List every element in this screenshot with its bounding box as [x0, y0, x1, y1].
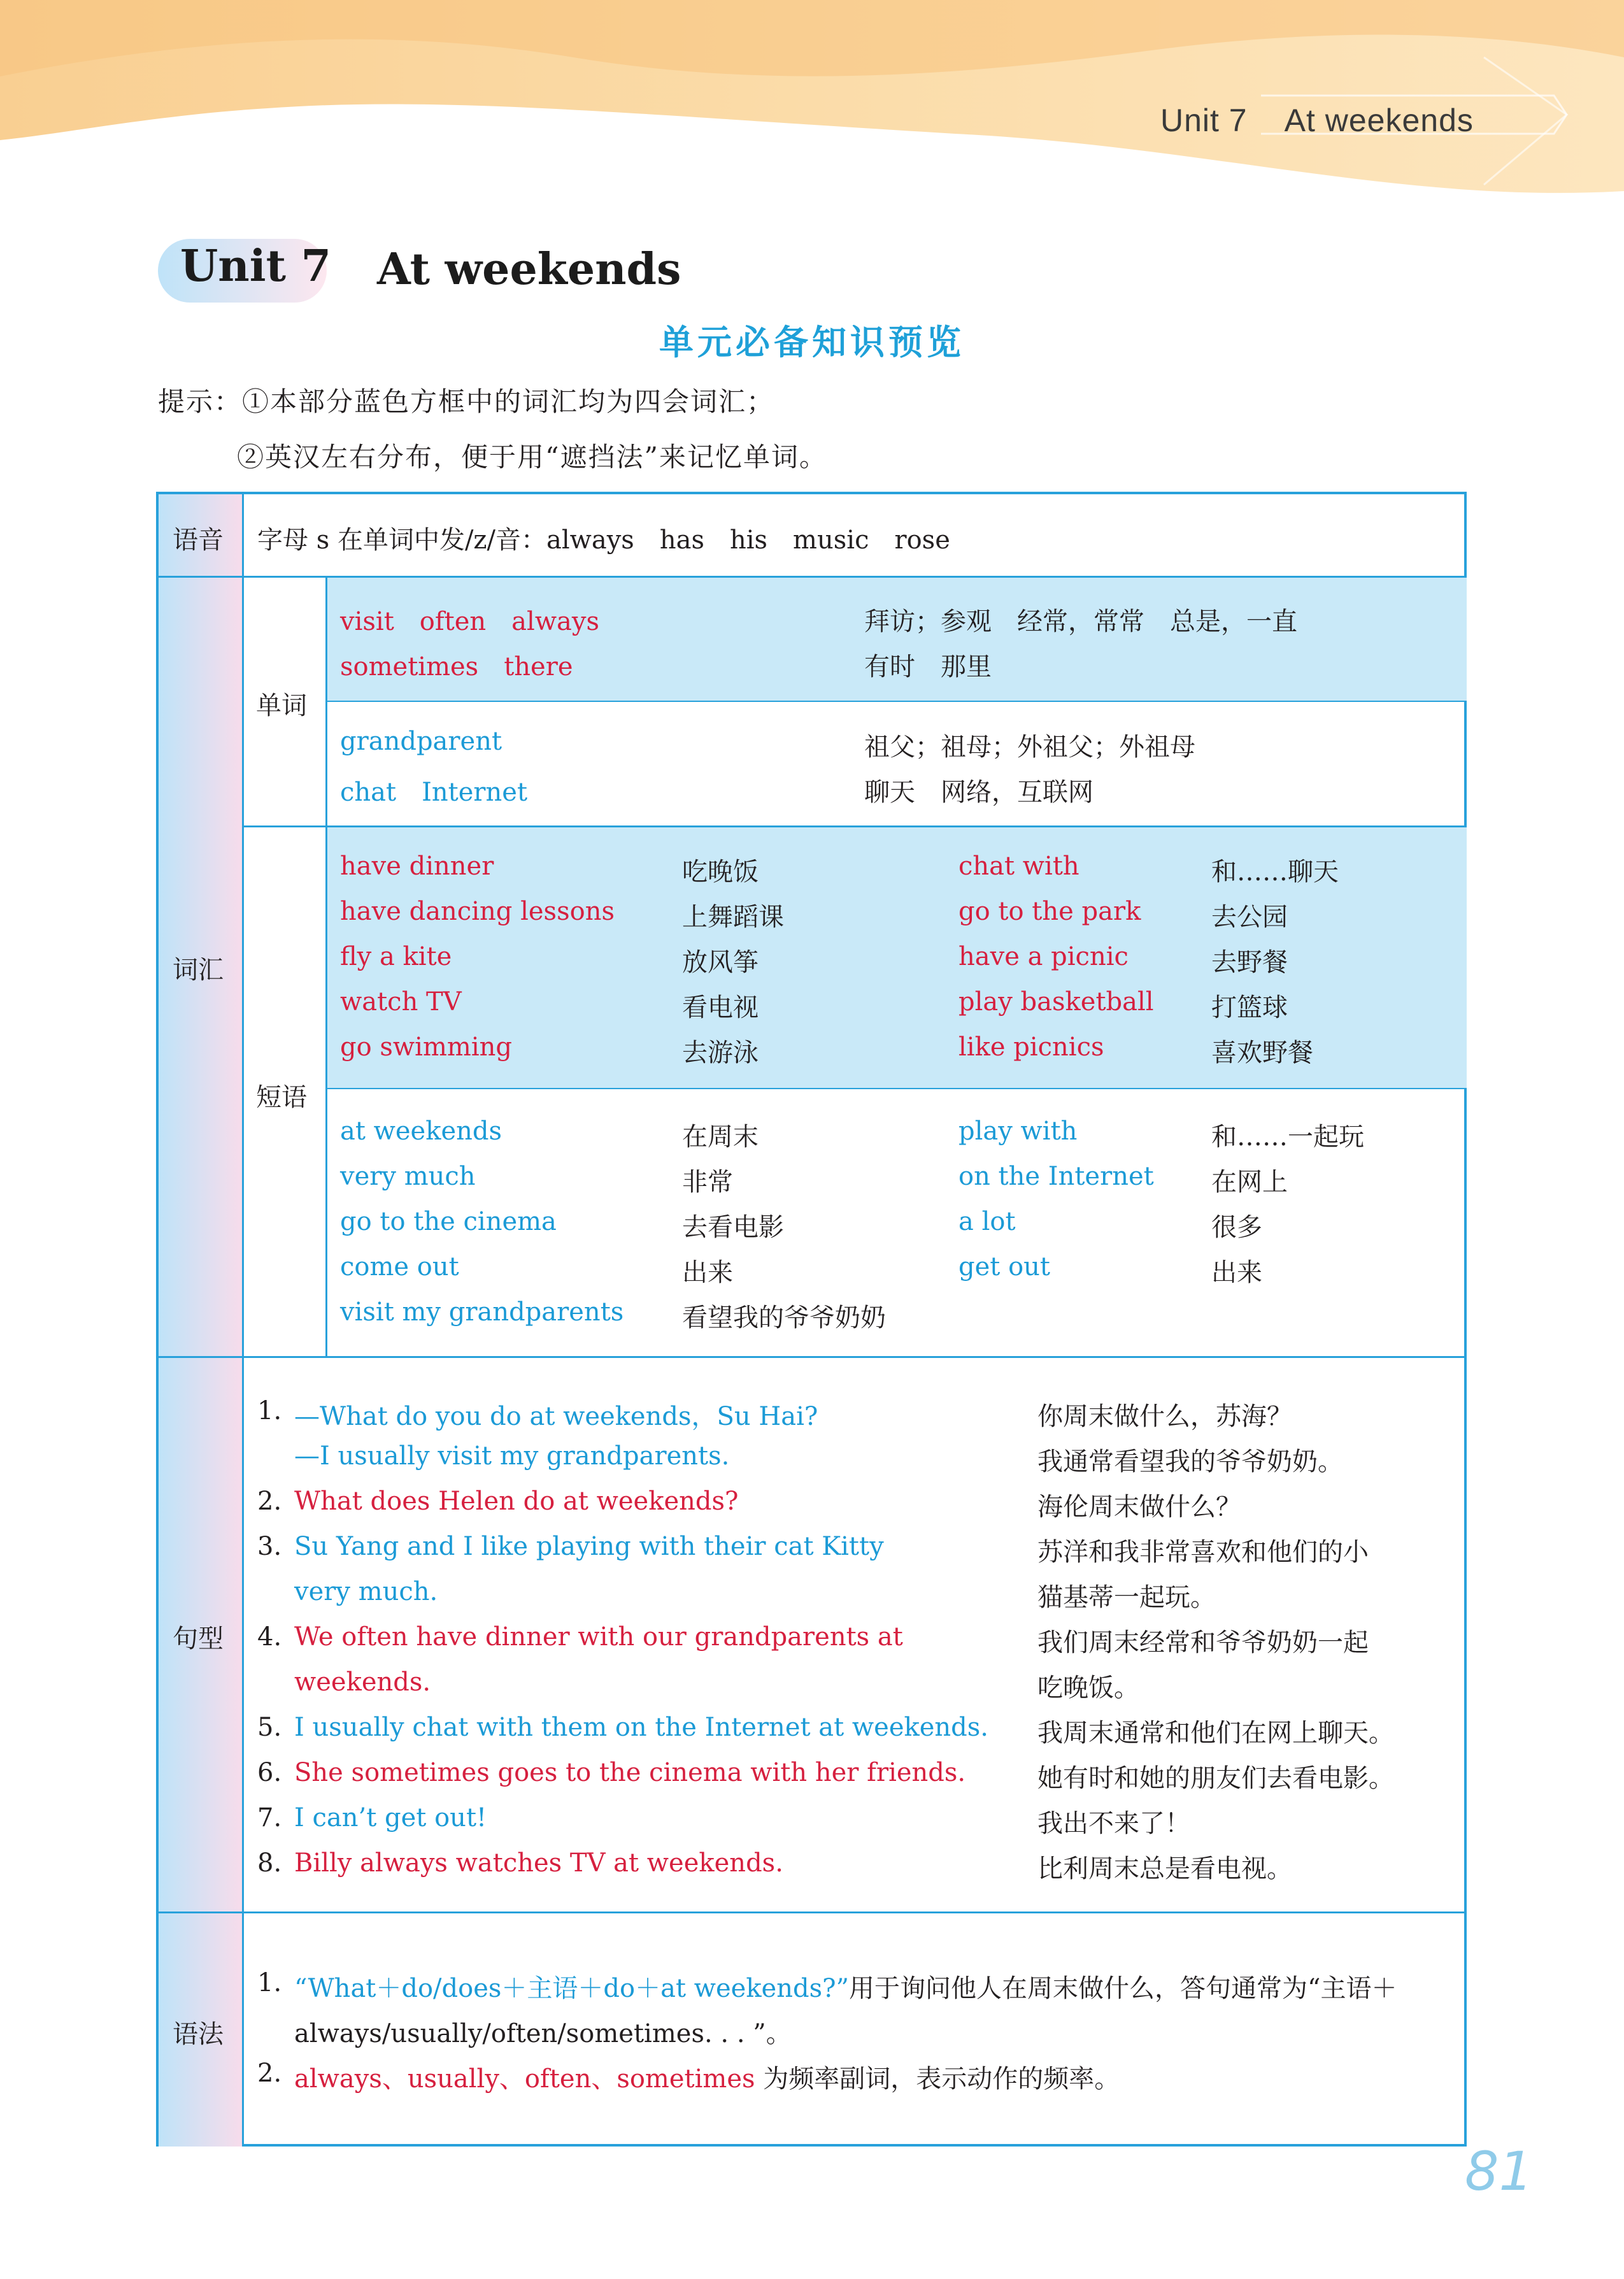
- phonetics-words: always has his music rose: [546, 525, 950, 555]
- word-zh: 拜访；参观 经常，常常 总是，一直: [864, 607, 1297, 636]
- phonetics-desc: 字母 s 在单词中发/z/音：: [257, 525, 546, 555]
- sentence-zh: 我周末通常和他们在网上聊天。: [1037, 1718, 1394, 1748]
- sentence-en: weekends.: [294, 1668, 431, 1697]
- sentence-en: —I usually visit my grandparents.: [294, 1441, 730, 1471]
- sentence-en: I usually chat with them on the Internet at weekends.: [294, 1713, 989, 1742]
- phrase-zh: 吃晚饭: [682, 857, 759, 887]
- word-en: grandparent: [340, 727, 502, 756]
- phrase-zh: 去公园: [1211, 903, 1288, 932]
- phrase-en: have dinner: [340, 852, 494, 881]
- sentence-zh: 我通常看望我的爷爷奶奶。: [1037, 1447, 1343, 1476]
- sentence-zh: 吃晚饭。: [1037, 1673, 1139, 1703]
- phrase-en: come out: [340, 1252, 459, 1282]
- phrase-en: chat with: [958, 852, 1079, 881]
- phrase-zh: 去看电影: [682, 1213, 784, 1242]
- unit-badge-label: Unit 7: [180, 241, 331, 292]
- phrase-en: have a picnic: [958, 942, 1129, 971]
- sentence-num: 5.: [257, 1713, 282, 1742]
- phrase-en: a lot: [958, 1207, 1016, 1236]
- label-phrases: 短语: [256, 1083, 307, 1112]
- phrase-zh: 和……聊天: [1211, 857, 1339, 887]
- sentence-num: 8.: [257, 1848, 282, 1878]
- grammar-line: [294, 2059, 1120, 2095]
- grammar-text: always/usually/often/sometimes. . . ”。: [294, 2019, 792, 2048]
- phrase-en: fly a kite: [340, 942, 452, 971]
- sentence-zh: 苏洋和我非常喜欢和他们的小: [1037, 1538, 1369, 1567]
- phrase-en: like picnics: [958, 1032, 1104, 1062]
- label-phonetics: 语音: [173, 525, 224, 555]
- phrase-en: go to the park: [958, 897, 1141, 926]
- sentence-zh: 猫基蒂一起玩。: [1037, 1583, 1216, 1612]
- phrase-zh: 出来: [1211, 1258, 1262, 1287]
- label-sentences: 句型: [173, 1624, 224, 1654]
- phrase-en: watch TV: [340, 987, 462, 1017]
- grammar-num: 2.: [257, 2059, 282, 2088]
- sentence-zh: 你周末做什么，苏海？: [1037, 1402, 1292, 1431]
- sentence-zh: 我出不来了！: [1037, 1809, 1190, 1838]
- tip-line-2: ②英汉左右分布，便于用“遮挡法”来记忆单词。: [237, 441, 827, 473]
- label-grammar: 语法: [173, 2020, 224, 2049]
- word-en: visit often always: [340, 607, 600, 636]
- grammar-line: [294, 1968, 1397, 2004]
- word-en: sometimes there: [340, 652, 573, 682]
- sentence-en: —What do you do at weekends，Su Hai?: [294, 1402, 818, 1431]
- label-vocab: 词汇: [173, 955, 224, 985]
- sentence-en: We often have dinner with our grandparents at: [294, 1622, 903, 1652]
- label-words: 单词: [256, 691, 307, 720]
- word-en: chat Internet: [340, 778, 528, 807]
- phrase-zh: 出来: [682, 1258, 733, 1287]
- grammar-adverbs: always、usually、often、sometimes: [294, 2064, 755, 2094]
- word-zh: 有时 那里: [864, 652, 992, 682]
- sentence-en: What does Helen do at weekends?: [294, 1487, 739, 1516]
- unit-title: At weekends: [377, 244, 681, 295]
- phrase-en: have dancing lessons: [340, 897, 615, 926]
- word-zh: 聊天 网络，互联网: [864, 778, 1093, 807]
- phrase-en: go to the cinema: [340, 1207, 557, 1236]
- phrase-zh: 放风筝: [682, 948, 759, 977]
- tip-line-1: 提示：①本部分蓝色方框中的词汇均为四会词汇；: [158, 386, 775, 417]
- phrase-zh: 非常: [682, 1168, 733, 1197]
- phrase-en: very much: [340, 1162, 476, 1191]
- phrase-zh: 看望我的爷爷奶奶: [682, 1303, 886, 1332]
- sentence-en: very much.: [294, 1577, 438, 1606]
- phrase-en: go swimming: [340, 1032, 512, 1062]
- word-zh: 祖父；祖母；外祖父；外祖母: [864, 732, 1195, 762]
- phrase-en: visit my grandparents: [340, 1297, 624, 1327]
- sentence-num: 4.: [257, 1622, 282, 1652]
- page-number: 81: [1465, 2140, 1533, 2203]
- phrase-zh: 在周末: [682, 1122, 759, 1152]
- phrase-zh: 去野餐: [1211, 948, 1288, 977]
- sentence-num: 3.: [257, 1532, 282, 1561]
- sentence-en: I can’t get out!: [294, 1803, 487, 1832]
- phrase-en: play with: [958, 1117, 1078, 1146]
- grammar-text: 为频率副词，表示动作的频率。: [755, 2064, 1120, 2094]
- running-header-unit: Unit 7: [1160, 103, 1248, 138]
- sentence-zh: 海伦周末做什么？: [1037, 1492, 1241, 1522]
- sentence-zh: 比利周末总是看电视。: [1037, 1854, 1292, 1883]
- running-header: [1160, 102, 1474, 139]
- phrase-zh: 去游泳: [682, 1038, 759, 1068]
- grammar-text: 用于询问他人在周末做什么，答句通常为“主语＋: [849, 1974, 1397, 2003]
- phrase-en: get out: [958, 1252, 1050, 1282]
- phrase-zh: 喜欢野餐: [1211, 1038, 1313, 1068]
- phrase-zh: 打篮球: [1211, 993, 1288, 1022]
- phrase-zh: 和……一起玩: [1211, 1122, 1364, 1152]
- sentence-num: 1.: [257, 1396, 282, 1425]
- phrase-en: play basketball: [958, 987, 1154, 1017]
- sentence-zh: 我们周末经常和爷爷奶奶一起: [1037, 1628, 1369, 1657]
- sentence-num: 2.: [257, 1487, 282, 1516]
- phrase-en: at weekends: [340, 1117, 502, 1146]
- phonetics-row: [257, 520, 950, 556]
- section-heading: 单元必备知识预览: [659, 322, 965, 362]
- sentence-num: 7.: [257, 1803, 282, 1832]
- phrase-zh: 上舞蹈课: [682, 903, 784, 932]
- sentence-en: Su Yang and I like playing with their cat Kitty: [294, 1532, 884, 1561]
- grammar-pattern: “What＋do/does＋主语＋do＋at weekends?”: [294, 1974, 850, 2003]
- sentence-en: Billy always watches TV at weekends.: [294, 1848, 783, 1878]
- sentence-en: She sometimes goes to the cinema with her friends.: [294, 1758, 966, 1787]
- grammar-num: 1.: [257, 1968, 282, 1997]
- phrase-zh: 在网上: [1211, 1168, 1288, 1197]
- phrase-zh: 看电视: [682, 993, 759, 1022]
- sentence-zh: 她有时和她的朋友们去看电影。: [1037, 1764, 1394, 1793]
- phrase-zh: 很多: [1211, 1213, 1262, 1242]
- sentence-num: 6.: [257, 1758, 282, 1787]
- running-header-title: At weekends: [1284, 103, 1474, 138]
- phrase-en: on the Internet: [958, 1162, 1154, 1191]
- knowledge-table: [156, 492, 1467, 2147]
